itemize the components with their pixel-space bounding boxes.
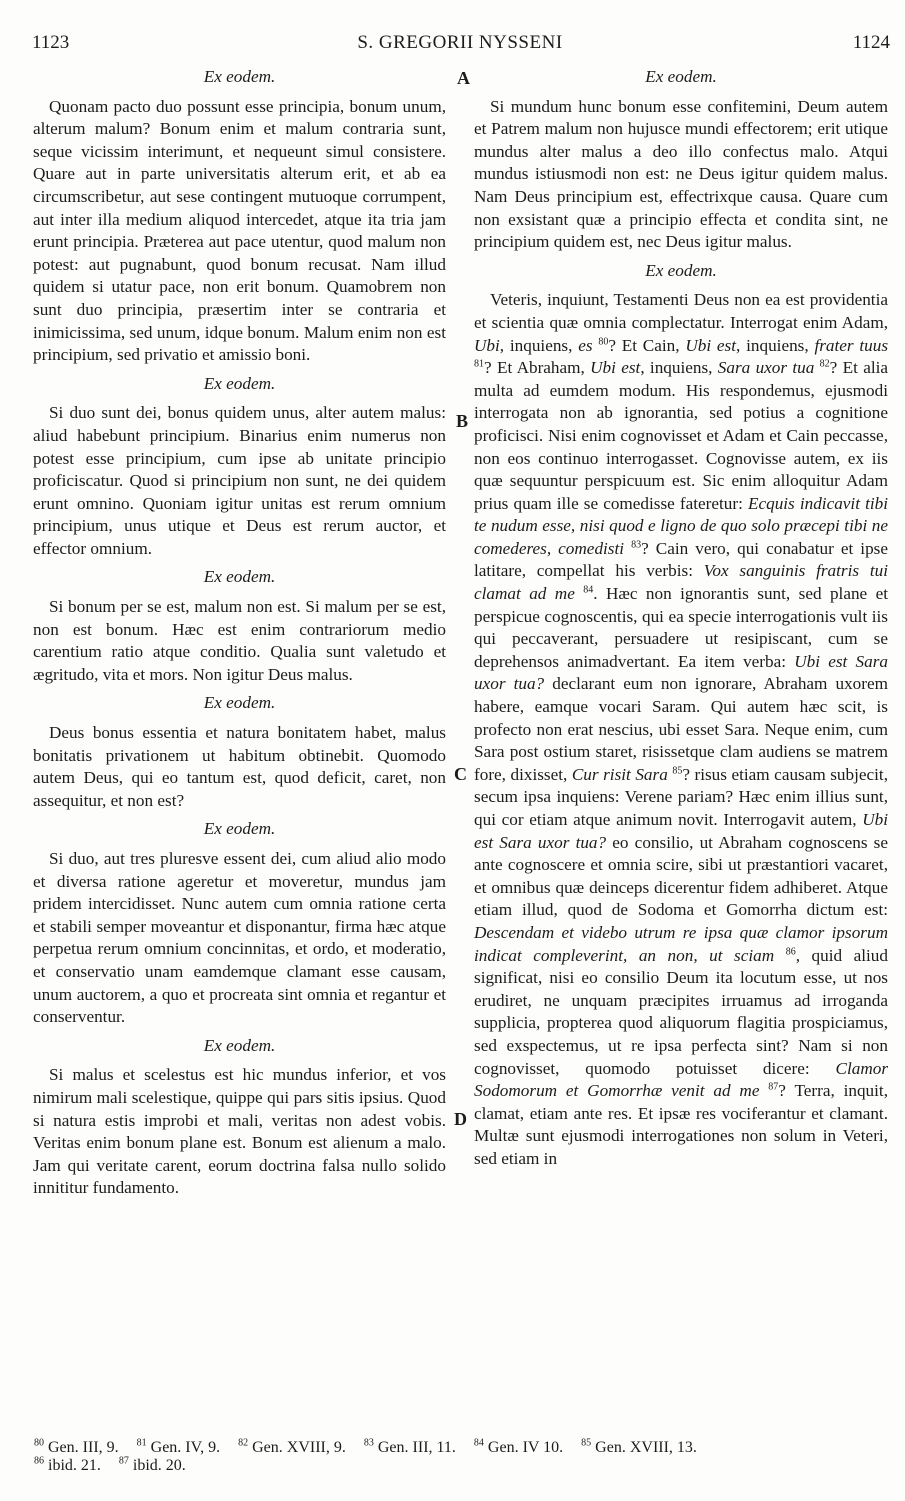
footnote-ref: 87 [768, 1081, 779, 1093]
text-run: declarant eum non ignorare, Abraham uxorem habere, eamque vocari Saram. Qui autem hæc scit, is profecto non erat nescius, ubi esset Sara. Neque enim, cum Sara post ostium staret, risissetque clam audiens se matrem fore, dixisset, [474, 674, 888, 784]
margin-marker-a: A [457, 68, 470, 88]
footnote [364, 1439, 456, 1457]
footnote-text: Gen. IV 10. [487, 1439, 564, 1456]
footnote-number: 87 [118, 1455, 129, 1467]
section-heading: Ex eodem. [203, 373, 276, 393]
text-run: ? risus etiam causam subjecit, secum ipsa inquiens: Verene pariam? Hæc enim illius sunt, qui cor etiam atque animum novit. Interrogavit autem, [474, 764, 889, 829]
right-column [474, 66, 888, 1171]
footnote-text: Gen. XVIII, 9. [252, 1439, 346, 1456]
quotation: Cur risit Sara [571, 764, 668, 784]
quotation: Ubi est [590, 358, 641, 378]
footnote-number: 85 [581, 1437, 592, 1449]
footnote [119, 1457, 186, 1475]
footnote-ref: 82 [819, 358, 830, 370]
paragraph: Si duo, aut tres pluresve essent dei, cum aliud alio modo et diversa ratione ageretur et moveretur, mundus jam pridem intercidisset. Nunc autem cum omnia ratione certa et stabili semper moveantur et disponantur, firma hæc atque perpetua rerum omnium concinnitas, et ordo, et moderatio, et conservatio unam eamdemque clamant esse causam, unum auctorem, a quo et procreata sint omnia et regantur et conserventur. [33, 849, 446, 1027]
footnote-ref: 85 [672, 765, 683, 777]
text-run: eo consilio, ut Abraham cognoscens se ante cognoscere et omnia scire, sibi ut præstantiori vacaret, et omnibus quæ deinceps dicerentur fidem adhiberet. Atque etiam illud, quod de Sodoma et Gomorrha dictum est: [474, 832, 888, 920]
text-run: . Hæc non ignorantis sunt, sed plane et perspicue cognoscentis, qui ea specie interrogationis vult iis qui peccaverant, persuadere ut resipiscant, cum se deprehensos animadvertant. Ea item verba: [474, 584, 888, 671]
section-heading: Ex eodem. [645, 67, 717, 86]
footnote-text: ibid. 20. [132, 1457, 186, 1474]
quotation: es [578, 335, 593, 355]
quotation: Sara uxor tua [717, 358, 815, 378]
text-run: , quid aliud significat, nisi eo consilio Deum ita locutum esse, ut nos erudiret, ne unquam præcipites irruamus ad irroganda supplicia, propterea quod aliquorum flagitia prospiciamus, sed exspectemus, ut re ipsa perfecta sint? Nam si non cognovisset, quomodo potuisset dicere: [474, 945, 888, 1078]
quotation: Ubi [474, 335, 500, 355]
footnote-number: 84 [473, 1437, 484, 1449]
text-run: ? Terra, inquit, clamat, etiam ante res. Et ipsæ res vociferantur et clamant. Multæ sunt ejusmodi interrogationes non solum in Veteri, sed etiam in [474, 1081, 888, 1168]
footnote-text: Gen. III, 11. [377, 1439, 456, 1456]
footnote-number: 81 [136, 1437, 147, 1449]
paragraph: Si malus et scelestus est hic mundus inferior, et vos nimirum mali scelestique, quippe qui pars sitis ipsius. Quod si natura estis improbi et mali, veritas non adest vobis. Veritas enim bonum plane est. Bonum est alienum a malo. Jam qui veritate carent, eorum doctrina falsa nullo solido innititur fundamento. [33, 1065, 446, 1198]
quotation: Ecquis indicavit tibi te nudum esse, nisi quod e ligno de quo solo præcepi tibi ne comederes, comedisti [474, 493, 888, 558]
footnotes [34, 1439, 890, 1475]
quotation: frater tuus [814, 335, 889, 355]
footnote-line [34, 1457, 890, 1475]
quotation: Ubi est Sara uxor tua? [474, 810, 889, 852]
paragraph: Si duo sunt dei, bonus quidem unus, alter autem malus: aliud habebunt principium. Binarius enim numerus non potest esse principium, cum ipse ab unitate principio proficiscatur. Quod si principium non sunt, ne dei quidem erunt omnino. Quoniam igitur unitas est rerum omnium principium, unus utique et Deus est rerum auctor, et effector omnium. [33, 403, 446, 558]
footnote-number: 80 [34, 1437, 44, 1449]
text-run: ? Et alia multa ad eumdem modum. His respondemus, ejusmodi interrogata non ab ignorantia, sed potius a cognitione proficisci. Nisi enim cognovisset et Adam et Cain peccasse, non eos continuo interrogasset. Cognovisse autem, ex iis quæ sequuntur perspicuum est. Sic enim alloquitur Adam prius quam ille se comedisse fateretur: [474, 358, 889, 513]
quotation: Descendam et videbo utrum re ipsa quæ clamor ipsorum indicat compleverint, an non, ut sciam [474, 922, 888, 965]
paragraph: Quonam pacto duo possunt esse principia, bonum unum, alterum malum? Bonum enim et malum contraria sunt, seque vicissim interimunt, et nequeunt simul consistere. Quare aut in parte universitatis alterum erit, et ab ea circumscribetur, aut sese contingent mutuoque corrumpent, aut inter illa medium aliquod intercedet, atque ita tria jam erunt principia. Præterea aut pace utentur, quod malum non potest: aut pugnabunt, quod bonum recusat. Nam illud quidem si utatur pace, non erit bonum. Quamobrem non sunt duo principia, præsertim inter se contraria et inimicissima, sed unum, idque bonum. Malum enim non est principium, sed privatio et amissio boni. [33, 96, 446, 365]
footnote-text: ibid. 21. [48, 1457, 101, 1474]
text-run: , inquiens, [499, 335, 573, 355]
paragraph: Si mundum hunc bonum esse confitemini, Deum autem et Patrem malum non hujusce mundi effectorem; erit utique mundus alter malus a deo illo confectus malo. Atqui mundus istiusmodi non est: ne Deus igitur quidem malus. Nam Deus principium est, effectrixque causa. Quare cum non exsistant quæ a principio effecta et condita sint, ne principium quidem est, nec Deus igitur malus. [474, 96, 888, 252]
text-run: , inquiens, [736, 335, 809, 355]
quotation: Clamor Sodomorum et Gomorrhæ venit ad me [474, 1058, 889, 1101]
footnote-ref: 83 [631, 539, 642, 551]
quotation: Ubi est Sara uxor tua? [474, 651, 889, 694]
footnote-text: Gen. XVIII, 13. [595, 1439, 697, 1456]
footnote [137, 1439, 220, 1457]
footnote-line [34, 1439, 890, 1457]
quotation: Vox sanguinis fratris tui clamat ad me [474, 561, 888, 604]
text-run: , inquiens, [640, 358, 713, 378]
page-header [30, 32, 890, 60]
section-heading: Ex eodem. [203, 567, 276, 587]
paragraph: Si bonum per se est, malum non est. Si malum per se est, non est bonum. Hæc est enim contrariorum medio carentium ratio atque conditio. Qualia sunt valetudo et ægritudo, vita et mors. Non igitur Deus malus. [33, 597, 446, 684]
text-run: ? Cain vero, qui conabatur et ipse latitare, compellat his verbis: [474, 538, 888, 581]
footnote [238, 1439, 346, 1457]
left-column [33, 66, 446, 1200]
running-title: S. GREGORII NYSSENI [357, 32, 563, 53]
text-run: Veteris, inquiunt, Testamenti Deus non ea est providentia et scientia quæ omnia complectatur. Interrogat enim Adam, [474, 290, 888, 332]
footnote [474, 1439, 563, 1457]
footnote-text: Gen. III, 9. [48, 1439, 119, 1456]
paragraph: Deus bonus essentia et natura bonitatem habet, malus bonitatis privationem ut habitum obtinebit. Quomodo autem Deus, qui eo tantum est, quod deficit, caret, non assequitur, et non est? [33, 723, 446, 810]
footnote-number: 86 [34, 1455, 44, 1467]
footnote-ref: 84 [583, 584, 594, 596]
margin-marker-d: D [454, 1109, 467, 1129]
footnote-ref: 81 [474, 358, 484, 370]
footnote-text: Gen. IV, 9. [150, 1439, 221, 1456]
section-heading: Ex eodem. [203, 819, 276, 839]
section-heading: Ex eodem. [645, 260, 717, 280]
footnote [34, 1457, 101, 1475]
page-number-left: 1123 [32, 32, 70, 53]
footnote [581, 1439, 697, 1457]
footnote-ref: 86 [785, 945, 796, 957]
margin-marker-c: C [454, 764, 467, 784]
footnote-ref: 80 [598, 335, 609, 347]
margin-marker-b: B [456, 411, 469, 431]
text-run: ? Et Cain, [608, 335, 680, 355]
paragraph [474, 289, 888, 1170]
footnote-number: 82 [238, 1437, 249, 1449]
quotation: Ubi est [685, 335, 737, 355]
section-heading: Ex eodem. [203, 67, 276, 86]
section-heading: Ex eodem. [203, 1035, 276, 1055]
section-heading: Ex eodem. [203, 693, 276, 713]
text-run: ? Et Abraham, [484, 358, 585, 378]
page-number-right: 1124 [852, 32, 890, 53]
footnote-number: 83 [363, 1437, 374, 1449]
footnote [34, 1439, 119, 1457]
